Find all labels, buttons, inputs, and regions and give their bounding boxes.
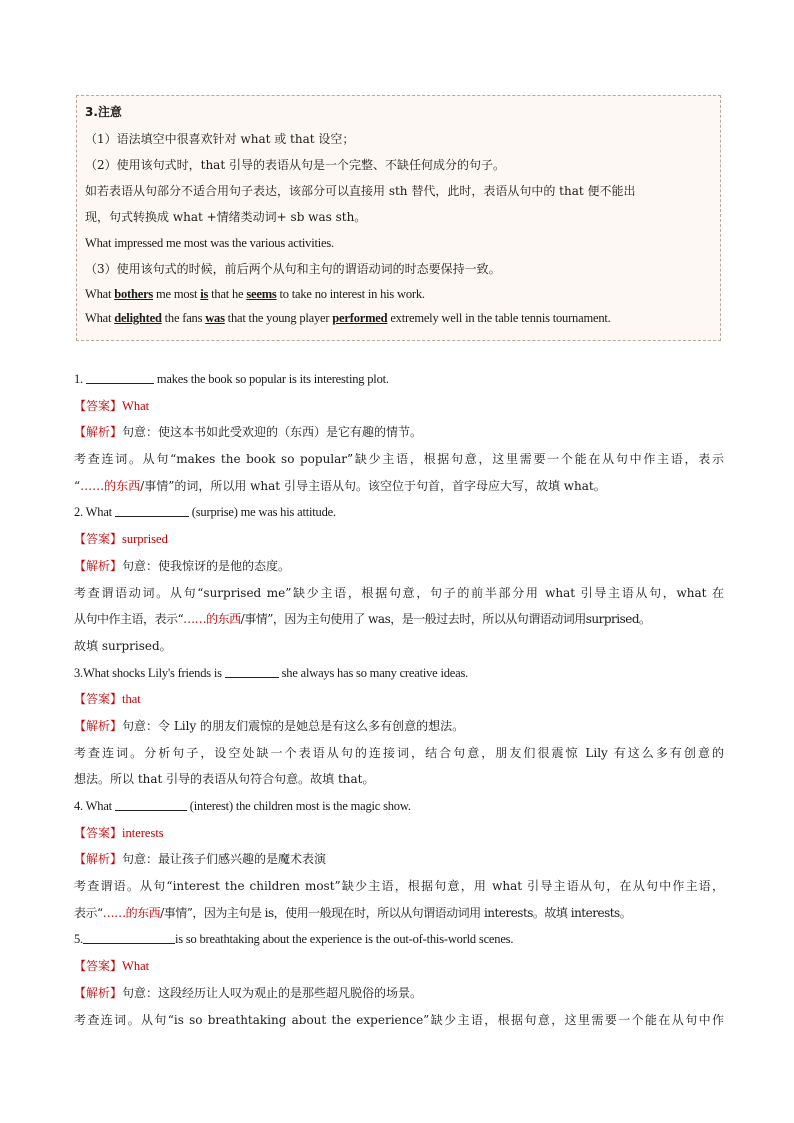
answer-blank: [86, 370, 154, 384]
analysis-1-line-1: 考查连词。从句“makes the book so popular”缺少主语，根据句意，这里需要一个能在从句中作主语，表示: [74, 452, 724, 467]
note-title: 3.注意: [85, 105, 122, 119]
analysis-meaning-1: 【解析】句意：使这本书如此受欢迎的（东西）是它有趣的情节。: [74, 425, 423, 440]
analysis-1-line-2: “……的东西/事情”的词，所以用 what 引导主语从句。该空位于句首，首字母应大写，故填 what。: [74, 478, 606, 493]
note-line-3: 如若表语从句部分不适合用句子表达，该部分可以直接用 sth 替代，此时，表语从句中的 that 便不能出: [85, 184, 636, 198]
analysis-meaning-5: 【解析】句意：这段经历让人叹为观止的是那些超凡脱俗的场景。: [74, 985, 423, 1000]
analysis-3-line-2: 想法。所以 that 引导的表语从句符合句意。故填 that。: [74, 772, 375, 787]
analysis-2-line-1: 考查谓语动词。从句“surprised me”缺少主语，根据句意，句子的前半部分用 what 引导主语从句，what 在: [74, 585, 724, 600]
answer-line-3: 【答案】that: [74, 692, 141, 707]
note-line-5: （3）使用该句式的时候，前后两个从句和主句的谓语动词的时态要保持一致。: [85, 262, 501, 276]
analysis-meaning-2: 【解析】句意：使我惊讶的是他的态度。: [74, 558, 291, 573]
note-example-2: What bothers me most is that he seems to take no interest in his work.: [85, 287, 425, 301]
exercise-list: [74, 366, 724, 1033]
analysis-5-line-1: 考查连词。从句“is so breathtaking about the experience”缺少主语，根据句意，这里需要一个能在从句中作: [74, 1012, 724, 1027]
analysis-3-line-1: 考查连词。分析句子，设空处缺一个表语从句的连接词，结合句意，朋友们很震惊 Lily 有这么多有创意的: [74, 745, 724, 760]
note-line-4: 现，句式转换成 what +情绪类动词+ sb was sth。: [85, 210, 367, 224]
question-5: 5. is so breathtaking about the experience is the out-of-this-world scenes.: [74, 932, 514, 947]
answer-line-1: 【答案】What: [74, 398, 150, 413]
analysis-4-line-2: 表示“……的东西/事情”，因为主句是 is，使用一般现在时，所以从句谓语动词用 interests。故填 interests。: [74, 905, 632, 920]
note-example-1: What impressed me most was the various activities.: [85, 236, 334, 250]
answer-line-4: 【答案】interests: [74, 825, 164, 840]
note-box: [76, 95, 721, 341]
question-2: 2. What (surprise) me was his attitude.: [74, 505, 336, 520]
note-example-3: What delighted the fans was that the young player performed extremely well in the table tennis tournament.: [85, 311, 611, 325]
answer-line-5: 【答案】What: [74, 959, 150, 974]
answer-blank: [83, 930, 175, 944]
analysis-4-line-1: 考查谓语。从句“interest the children most”缺少主语，根据句意，用 what 引导主语从句，在从句中作主语，: [74, 879, 724, 894]
answer-blank: [225, 664, 279, 678]
answer-blank: [115, 797, 187, 811]
analysis-meaning-3: 【解析】句意：令 Lily 的朋友们震惊的是她总是有这么多有创意的想法。: [74, 718, 465, 733]
note-line-1: （1）语法填空中很喜欢针对 what 或 that 设空；: [85, 132, 355, 146]
analysis-2-line-2: 从句中作主语，表示“……的东西/事情”，因为主句使用了 was，是一般过去时，所以从句谓语动词用surprised。: [74, 612, 651, 627]
question-4: 4. What (interest) the children most is the magic show.: [74, 799, 411, 813]
question-1: 1. makes the book so popular is its interesting plot.: [74, 372, 389, 386]
answer-line-2: 【答案】surprised: [74, 532, 168, 547]
note-line-2: （2）使用该句式时，that 引导的表语从句是一个完整、不缺任何成分的句子。: [85, 158, 505, 172]
analysis-2-line-3: 故填 surprised。: [74, 638, 172, 653]
answer-blank: [115, 503, 189, 517]
analysis-meaning-4: 【解析】句意：最让孩子们感兴趣的是魔术表演: [74, 852, 327, 867]
question-3: 3.What shocks Lily's friends is she always has so many creative ideas.: [74, 665, 469, 680]
